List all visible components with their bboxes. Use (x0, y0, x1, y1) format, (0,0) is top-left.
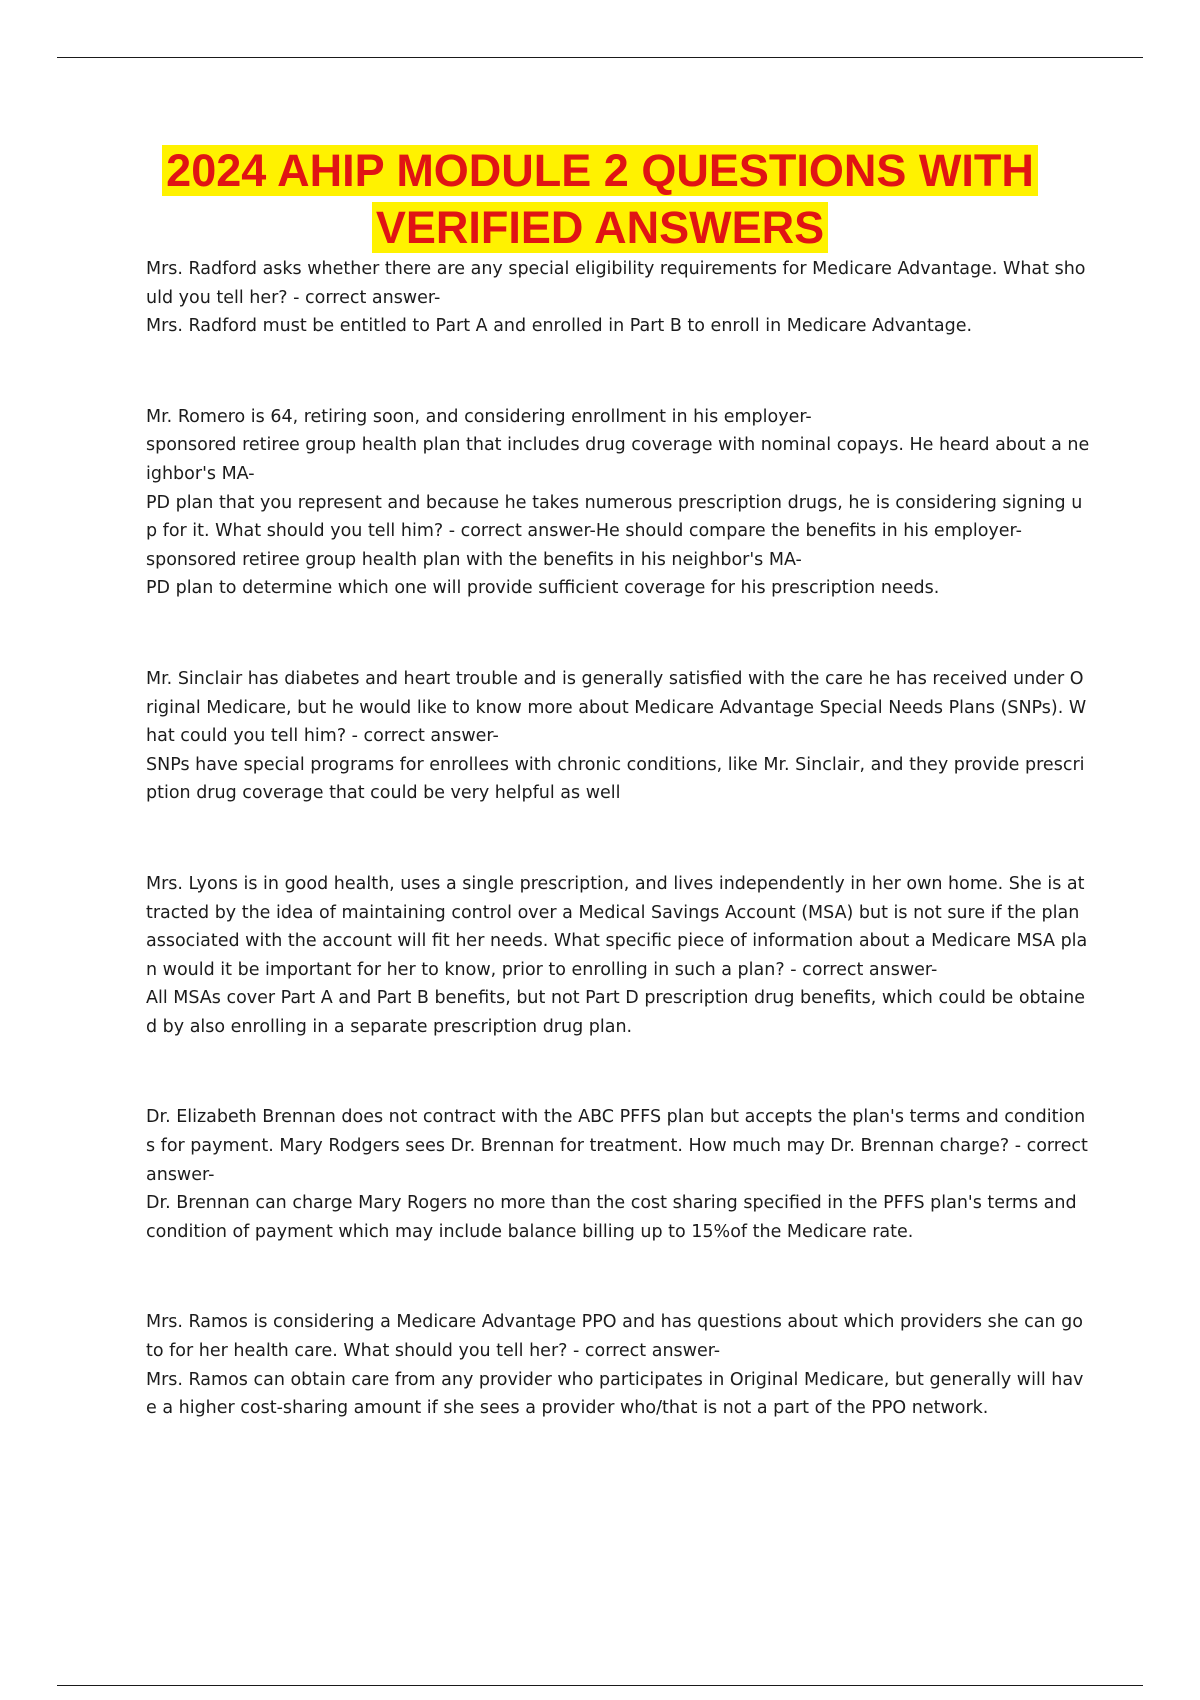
answer-text: SNPs have special programs for enrollees with chronic conditions, like Mr. Sinclair, and they provide prescription drug coverage that could be very helpful as well (146, 754, 1085, 804)
answer-text: All MSAs cover Part A and Part B benefits, but not Part D prescription drug benefits, which could be obtained by also enrolling in a separate prescription drug plan. (146, 988, 1085, 1037)
title-line-2: VERIFIED ANSWERS (372, 202, 828, 253)
question-text: Mrs. Radford asks whether there are any special eligibility requirements for Medicare Advantage. What should you tell her? - correct answer- (146, 259, 1086, 308)
bottom-rule (57, 1685, 1143, 1686)
qa-item (146, 665, 1090, 808)
qa-item (146, 1103, 1090, 1246)
top-rule (57, 57, 1143, 58)
qa-item (146, 870, 1090, 1042)
qa-item (146, 403, 1090, 603)
document-title (100, 142, 1100, 256)
question-text: Mr. Sinclair has diabetes and heart trouble and is generally satisfied with the care he has received under Original Medicare, but he would like to know more about Medicare Advantage Special Needs Plans (SNPs). What could you tell him? - correct answer- (146, 668, 1087, 747)
qa-item (146, 255, 1090, 341)
qa-list (146, 255, 1090, 1423)
answer-text: Dr. Brennan can charge Mary Rogers no more than the cost sharing specified in the PFFS plan's terms and condition of payment which may include balance billing up to 15%of the Medicare rate. (146, 1193, 1077, 1242)
answer-text: Mrs. Ramos can obtain care from any provider who participates in Original Medicare, but generally will have a higher cost-sharing amount if she sees a provider who/that is not a part of the PPO network. (146, 1369, 1084, 1419)
question-text: Dr. Elizabeth Brennan does not contract with the ABC PFFS plan but accepts the plan's terms and conditions for payment. Mary Rodgers sees Dr. Brennan for treatment. How much may Dr. Brennan charge? - correct answer- (146, 1107, 1088, 1185)
question-text: Mr. Romero is 64, retiring soon, and considering enrollment in his employer- sponsored retiree group health plan that includes drug coverage with nominal copays. He heard about a neighbor's MA- PD plan that you represent and because he takes numerous prescription drugs, he is considering signing up for it. What should you tell him? - correct answer-He should compare the benefits in his employer- sponsored retiree group health plan with the benefits in his neighbor's MA- PD plan to determine which one will provide sufficient coverage for his prescription needs. (146, 406, 1090, 599)
answer-text: Mrs. Radford must be entitled to Part A and enrolled in Part B to enroll in Medicare Advantage. (146, 316, 973, 337)
title-line-1: 2024 AHIP MODULE 2 QUESTIONS WITH (162, 145, 1038, 196)
qa-item (146, 1308, 1090, 1422)
question-text: Mrs. Ramos is considering a Medicare Advantage PPO and has questions about which providers she can go to for her health care. What should you tell her? - correct answer- (146, 1312, 1083, 1362)
question-text: Mrs. Lyons is in good health, uses a single prescription, and lives independently in her own home. She is attracted by the idea of maintaining control over a Medical Savings Account (MSA) but is not sure if the plan associated with the account will fit her needs. What specific piece of information about a Medicare MSA plan would it be important for her to know, prior to enrolling in such a plan? - correct answer- (146, 873, 1088, 980)
